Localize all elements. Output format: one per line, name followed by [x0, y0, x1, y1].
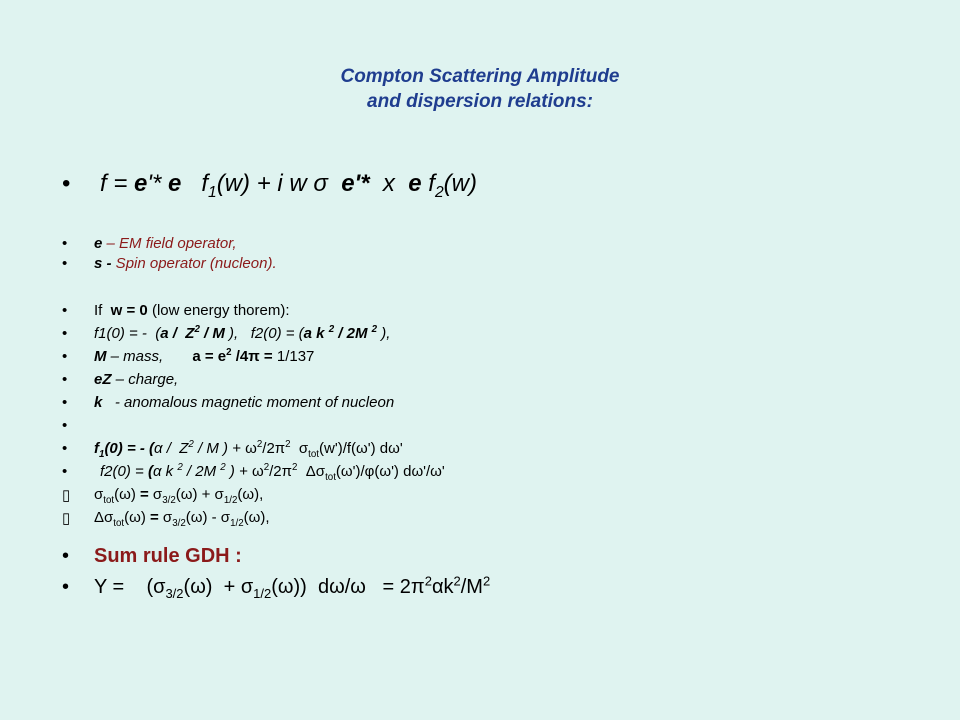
main-formula: f = e'* e $f_1(w) + i$ w σ e'* x e $f_2(w)$ — [100, 170, 477, 201]
gdh-formula: Y = $(\sigma_{3/2}(\omega) + \sigma_{1/2}(\omega)) d\omega/\omega = 2\pi^2\alpha k^2/M^2$ — [94, 573, 491, 601]
box-bullet-icon: ▯ — [62, 510, 71, 527]
sigma-tot-text: $\sigma_{tot}(\omega) = \sigma_{3/2}(\omega) + \sigma_{1/2}(\omega)$, — [94, 486, 264, 506]
bullet-icon: • — [62, 255, 68, 272]
bullet-icon: • — [62, 325, 68, 342]
f1-dispersion-text: $f_1(0)$ = - ($\alpha / Z^2$ / M ) + $\omega^2/2\pi^2$ $\sigma_{tot}(w')/f(\omega')$ dω' — [94, 439, 403, 460]
s-definition — [94, 255, 277, 272]
anomalous-moment-text: k - anomalous magnetic moment of nucleon — [94, 394, 395, 411]
title-line-2: and dispersion relations: — [367, 91, 593, 112]
f2-dispersion-text: f2(0) = (α k $^2$ / 2M $^2$ ) + $\omega^2/2\pi^2$ $\Delta\sigma_{tot}(\omega')/\varphi(\omega')$ dω'/ω' — [100, 462, 445, 483]
charge-text: eZ – charge, — [94, 371, 179, 388]
bullet-icon: • — [62, 545, 70, 567]
bullet-icon: • — [62, 394, 68, 411]
sum-rule-heading: Sum rule GDH : — [94, 545, 242, 567]
bullet-icon: • — [62, 371, 68, 388]
bullet-icon: • — [62, 463, 68, 480]
bullet-icon: • — [62, 235, 68, 252]
bullet-icon: • — [62, 417, 68, 434]
bullet-icon: • — [62, 440, 68, 457]
mass-text: M – mass, $a = e^2$ /4π = 1/137 — [94, 347, 315, 365]
e-definition — [94, 235, 237, 252]
title-line-1: Compton Scattering Amplitude — [340, 66, 620, 87]
s-symbol: s - — [94, 255, 112, 272]
s-definition-text: Spin operator (nucleon). — [111, 255, 277, 272]
delta-sigma-text: $\Delta\sigma_{tot}(\omega) = \sigma_{3/2}(\omega) - \sigma_{1/2}(\omega)$, — [94, 509, 270, 529]
bullet-icon: • — [62, 348, 68, 365]
bullet-icon: • — [62, 576, 70, 598]
e-symbol: e — [94, 235, 103, 252]
bullet-icon: • — [62, 302, 68, 319]
box-bullet-icon: ▯ — [62, 487, 71, 504]
f1-f2-zero-text: f1(0) = - ($a / Z^2$ / M ), f2(0) = (a k $^2$ / 2M $^2$ ), — [94, 324, 391, 342]
bullet-icon: • — [62, 170, 71, 197]
if-w-text: If w = 0 (low energy thorem): — [94, 302, 290, 319]
e-definition-text: – EM field operator, — [102, 235, 237, 252]
